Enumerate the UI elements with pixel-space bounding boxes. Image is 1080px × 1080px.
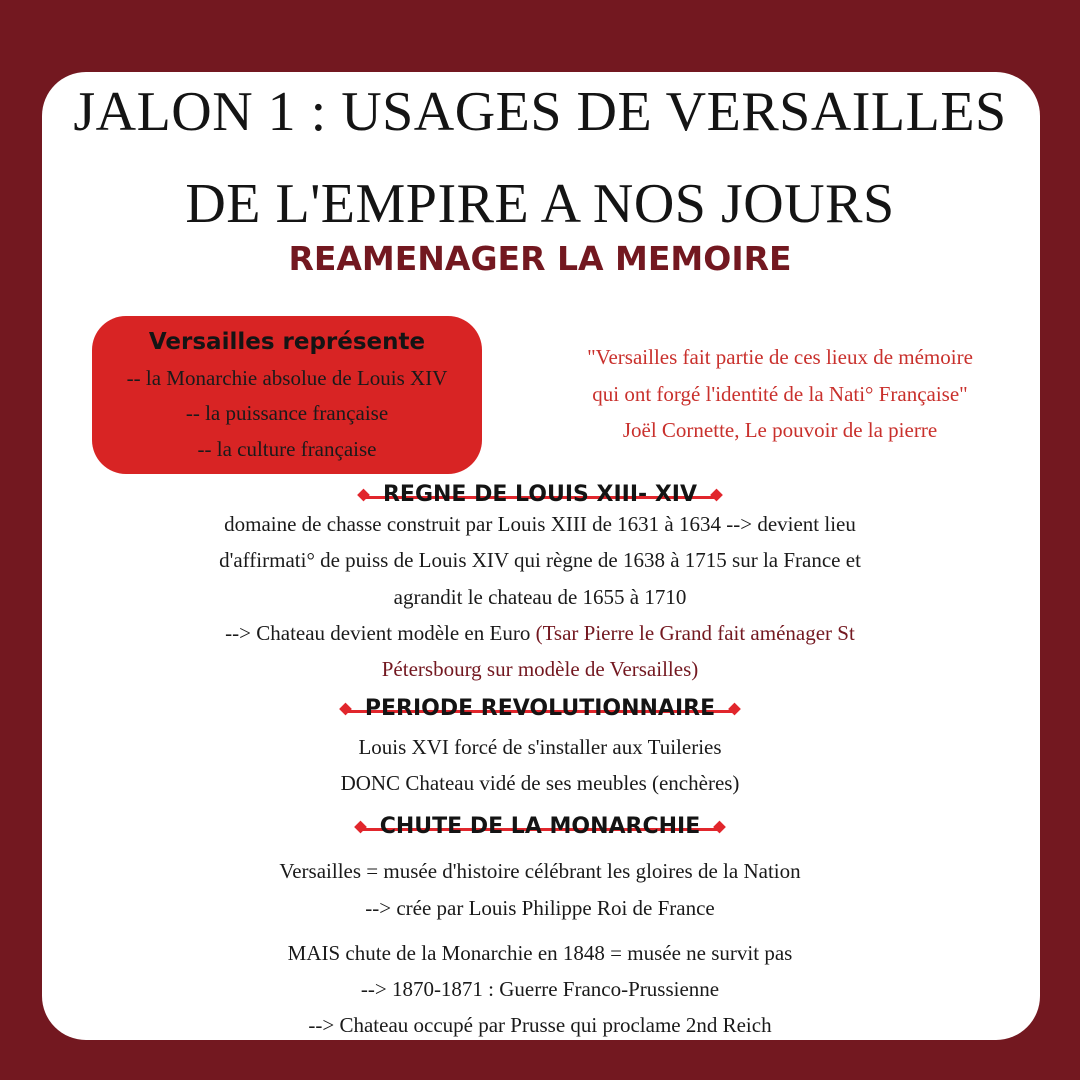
represents-item: -- la Monarchie absolue de Louis XIV <box>126 366 448 390</box>
section-heading-text: REGNE DE LOUIS XIII- XIV <box>382 482 698 507</box>
revolution-text-line: Louis XVI forcé de s'installer aux Tuileries <box>358 735 722 759</box>
revolution-text-line: DONC Chateau vidé de ses meubles (enchères) <box>340 771 740 795</box>
chute-text-line: --> crée par Louis Philippe Roi de France <box>365 896 715 920</box>
chute-text-line: Versailles = musée d'histoire célébrant les gloires de la Nation <box>279 859 801 883</box>
represents-item: -- la puissance française <box>185 401 389 425</box>
quote-author: Joël Cornette, Le pouvoir de la pierre <box>622 418 938 442</box>
section-heading-text: PERIODE REVOLUTIONNAIRE <box>364 696 716 721</box>
heading-bullet <box>354 821 367 834</box>
regne-text-line: agrandit le chateau de 1655 à 1710 <box>393 585 687 609</box>
heading-bullet <box>357 489 370 502</box>
title-line-1: JALON 1 : USAGES DE VERSAILLES <box>73 81 1007 143</box>
title-line-2: DE L'EMPIRE A NOS JOURS <box>185 173 895 235</box>
regne-text-line: d'affirmati° de puiss de Louis XIV qui règne de 1638 à 1715 sur la France et <box>219 548 861 572</box>
regne-text-line: domaine de chasse construit par Louis XIII de 1631 à 1634 --> devient lieu <box>224 512 856 536</box>
chute-text-line: MAIS chute de la Monarchie en 1848 = musée ne survit pas <box>287 941 793 965</box>
quote-line: qui ont forgé l'identité de la Nati° Française" <box>592 382 968 406</box>
regne-text-highlight: Pétersbourg sur modèle de Versailles) <box>381 657 699 681</box>
regne-text-line <box>0 615 1080 651</box>
chute-text-line: --> 1870-1871 : Guerre Franco-Prussienne <box>360 977 720 1001</box>
section-heading-chute <box>0 812 1080 842</box>
regne-text-part: --> Chateau devient modèle en Euro <box>225 621 536 645</box>
subtitle: REAMENAGER LA MEMOIRE <box>288 239 792 278</box>
heading-bullet <box>339 703 352 716</box>
represents-heading: Versailles représente <box>148 329 426 355</box>
represents-item: -- la culture française <box>197 437 377 461</box>
regne-text-highlight: (Tsar Pierre le Grand fait aménager St <box>535 621 855 645</box>
heading-bullet <box>710 489 723 502</box>
heading-bullet <box>713 821 726 834</box>
section-heading-text: CHUTE DE LA MONARCHIE <box>379 814 701 839</box>
chute-text-line: --> Chateau occupé par Prusse qui proclame 2nd Reich <box>308 1013 772 1037</box>
section-heading-revolution <box>0 694 1080 724</box>
quote-line: "Versailles fait partie de ces lieux de mémoire <box>587 345 973 369</box>
heading-bullet <box>728 703 741 716</box>
